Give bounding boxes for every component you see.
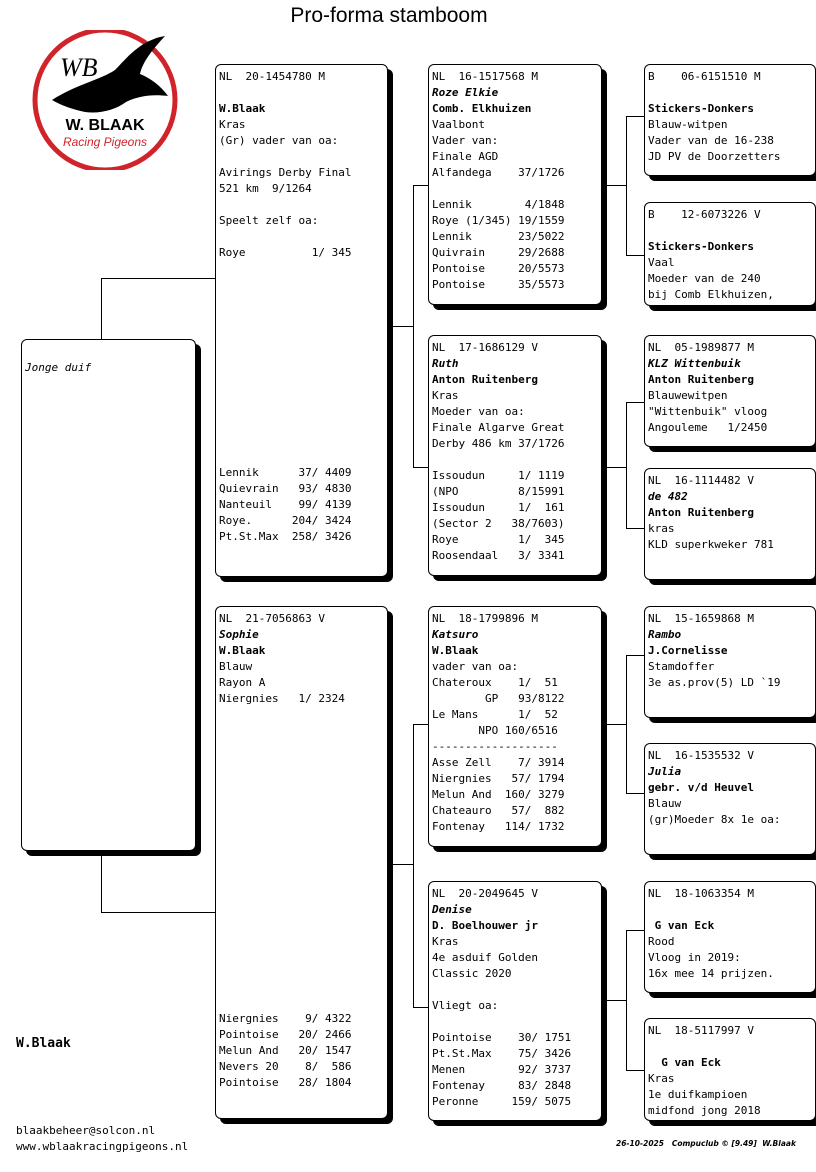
pigeon-name: Julia: [648, 765, 682, 778]
info-line: GP 93/8122: [432, 692, 565, 705]
info-line: Pointoise 30/ 1751: [432, 1031, 572, 1044]
pigeon-name: de 482: [648, 490, 688, 503]
ring-number: NL 18-1799896 M: [432, 612, 538, 625]
info-line: Chateroux 1/ 51: [432, 676, 558, 689]
ring-number: NL 17-1686129 V: [432, 341, 538, 354]
ring-number: NL 18-5117997 V: [648, 1024, 754, 1037]
pigeon-name: Sophie: [219, 628, 259, 641]
result-line: Lennik 37/ 4409: [219, 466, 352, 479]
info-line: Quivrain 29/2688: [432, 246, 565, 259]
ring-number: NL 16-1535532 V: [648, 749, 754, 762]
breeder-name: Anton Ruitenberg: [432, 373, 538, 386]
info-line: Vaal: [648, 256, 675, 269]
info-line: Kras: [219, 118, 246, 131]
logo: [30, 30, 180, 170]
info-line: Classic 2020: [432, 967, 512, 980]
grandparent-card: [428, 606, 602, 847]
grandparent-card: [428, 881, 602, 1121]
info-line: (NPO 8/15991: [432, 485, 565, 498]
info-line: Rayon A: [219, 676, 266, 689]
info-line: Kras: [432, 389, 459, 402]
info-line: 4e asduif Golden: [432, 951, 538, 964]
info-line: Blauwewitpen: [648, 389, 728, 402]
info-line: Chateauro 57/ 882: [432, 804, 565, 817]
info-line: Pt.St.Max 75/ 3426: [432, 1047, 572, 1060]
info-line: Stamdoffer: [648, 660, 715, 673]
result-line: Nevers 20 8/ 586: [219, 1060, 352, 1073]
print-footer: [616, 1139, 796, 1148]
info-line: 521 km 9/1264: [219, 182, 312, 195]
breeder-name: gebr. v/d Heuvel: [648, 781, 754, 794]
info-line: Angouleme 1/2450: [648, 421, 768, 434]
great-grandparent-card: [644, 881, 816, 993]
email-link[interactable]: blaakbeheer@solcon.nl: [16, 1124, 156, 1137]
info-line: Vloog in 2019:: [648, 951, 741, 964]
info-line: Moeder van de 240: [648, 272, 761, 285]
info-line: Blauw: [648, 797, 682, 810]
ring-number: NL 16-1114482 V: [648, 474, 754, 487]
parent-card-dam: [215, 606, 388, 1119]
info-line: Menen 92/ 3737: [432, 1063, 572, 1076]
logo-tagline: Racing Pigeons: [62, 135, 148, 149]
breeder-name: Stickers-Donkers: [648, 102, 754, 115]
info-line: 1e duifkampioen: [648, 1088, 748, 1101]
info-line: Peronne 159/ 5075: [432, 1095, 572, 1108]
info-line: Pontoise 20/5573: [432, 262, 565, 275]
pigeon-name: Katsuro: [432, 628, 479, 641]
info-line: JD PV de Doorzetters: [648, 150, 781, 163]
info-line: Speelt zelf oa:: [219, 214, 319, 227]
info-line: KLD superkweker 781: [648, 538, 774, 551]
ring-number: B 12-6073226 V: [648, 208, 761, 221]
ring-number: NL 16-1517568 M: [432, 70, 538, 83]
info-line: Roye 1/ 345: [219, 246, 352, 259]
pigeon-name: KLZ Wittenbuik: [648, 357, 741, 370]
parent-card-sire: [215, 64, 388, 577]
info-line: Alfandega 37/1726: [432, 166, 565, 179]
result-line: Nanteuil 99/ 4139: [219, 498, 352, 511]
info-line: Asse Zell 7/ 3914: [432, 756, 565, 769]
website-link[interactable]: www.wblaakracingpigeons.nl: [16, 1140, 189, 1153]
result-line: Quievrain 93/ 4830: [219, 482, 352, 495]
ring-number: B 06-6151510 M: [648, 70, 761, 83]
info-line: Roye (1/345) 19/1559: [432, 214, 565, 227]
info-line: Le Mans 1/ 52: [432, 708, 558, 721]
info-line: (Sector 2 38/7603): [432, 517, 565, 530]
info-line: kras: [648, 522, 675, 535]
contact-block: [16, 1123, 188, 1155]
great-grandparent-card: [644, 468, 816, 580]
info-line: Issoudun 1/ 161: [432, 501, 565, 514]
great-grandparent-card: [644, 335, 816, 447]
great-grandparent-card: [644, 64, 816, 176]
page-title: Pro-forma stamboom: [290, 4, 488, 27]
ring-number: NL 15-1659868 M: [648, 612, 754, 625]
info-line: Pontoise 35/5573: [432, 278, 565, 291]
info-line: "Wittenbuik" vloog: [648, 405, 768, 418]
result-line: Melun And 20/ 1547: [219, 1044, 352, 1057]
great-grandparent-card: [644, 606, 816, 718]
result-line: Pt.St.Max 258/ 3426: [219, 530, 352, 543]
print-date: 26-10-2025: [616, 1139, 664, 1148]
info-line: Avirings Derby Final: [219, 166, 352, 179]
breeder-name: Stickers-Donkers: [648, 240, 754, 253]
owner-name: W.Blaak: [16, 1036, 71, 1051]
info-line: Roye 1/ 345: [432, 533, 565, 546]
info-line: Fontenay 114/ 1732: [432, 820, 565, 833]
breeder-name: W.Blaak: [219, 644, 266, 657]
pigeon-name: Roze Elkie: [432, 86, 499, 99]
ring-number: NL 18-1063354 M: [648, 887, 754, 900]
result-line: Pointoise 20/ 2466: [219, 1028, 352, 1041]
info-line: Moeder van oa:: [432, 405, 525, 418]
great-grandparent-card: [644, 202, 816, 306]
breeder-name: J.Cornelisse: [648, 644, 728, 657]
info-line: Vader van de 16-238: [648, 134, 774, 147]
info-line: -------------------: [432, 740, 558, 753]
info-line: bij Comb Elkhuizen,: [648, 288, 774, 301]
breeder-name: G van Eck: [648, 1056, 721, 1069]
pigeon-name: Denise: [432, 903, 472, 916]
info-line: Blauw: [219, 660, 253, 673]
breeder-name: Anton Ruitenberg: [648, 373, 754, 386]
subject-card: [21, 339, 196, 851]
info-line: Finale Algarve Great: [432, 421, 565, 434]
info-line: vader van oa:: [432, 660, 519, 673]
info-line: Fontenay 83/ 2848: [432, 1079, 572, 1092]
ring-number: NL 20-2049645 V: [432, 887, 538, 900]
info-line: Lennik 4/1848: [432, 198, 565, 211]
software-credit: Compuclub © [9.49]: [671, 1139, 757, 1148]
info-line: Roosendaal 3/ 3341: [432, 549, 565, 562]
result-line: Pointoise 28/ 1804: [219, 1076, 352, 1089]
info-line: Vader van:: [432, 134, 499, 147]
result-line: Roye. 204/ 3424: [219, 514, 352, 527]
ring-number: NL 05-1989877 M: [648, 341, 754, 354]
info-line: Blauw-witpen: [648, 118, 728, 131]
logo-name: W. BLAAK: [65, 117, 145, 134]
pigeon-name: Rambo: [648, 628, 682, 641]
info-line: Derby 486 km 37/1726: [432, 437, 565, 450]
info-line: Rood: [648, 935, 675, 948]
info-line: 16x mee 14 prijzen.: [648, 967, 774, 980]
breeder-name: Comb. Elkhuizen: [432, 102, 532, 115]
info-line: Niergnies 57/ 1794: [432, 772, 565, 785]
info-line: Issoudun 1/ 1119: [432, 469, 565, 482]
logo-monogram: WB: [60, 53, 98, 82]
pigeon-name: Ruth: [432, 357, 459, 370]
info-line: Kras: [648, 1072, 675, 1085]
info-line: Vaalbont: [432, 118, 485, 131]
info-line: 3e as.prov(5) LD `19: [648, 676, 781, 689]
info-line: Vliegt oa:: [432, 999, 499, 1012]
breeder-name: G van Eck: [648, 919, 715, 932]
info-line: Melun And 160/ 3279: [432, 788, 565, 801]
subject-label: Jonge duif: [25, 361, 92, 374]
info-line: Lennik 23/5022: [432, 230, 565, 243]
info-line: midfond jong 2018: [648, 1104, 761, 1117]
grandparent-card: [428, 64, 602, 305]
info-line: NPO 160/6516: [432, 724, 558, 737]
breeder-name: W.Blaak: [432, 644, 479, 657]
footer-user: W.Blaak: [762, 1139, 796, 1148]
info-line: Kras: [432, 935, 459, 948]
info-line: (Gr) vader van oa:: [219, 134, 339, 147]
info-line: Finale AGD: [432, 150, 499, 163]
info-line: (gr)Moeder 8x 1e oa:: [648, 813, 781, 826]
result-line: Niergnies 9/ 4322: [219, 1012, 352, 1025]
great-grandparent-card: [644, 743, 816, 855]
grandparent-card: [428, 335, 602, 576]
info-line: Niergnies 1/ 2324: [219, 692, 345, 705]
great-grandparent-card: [644, 1018, 816, 1121]
ring-number: NL 21-7056863 V: [219, 612, 325, 625]
breeder-name: D. Boelhouwer jr: [432, 919, 538, 932]
ring-number: NL 20-1454780 M: [219, 70, 325, 83]
breeder-name: W.Blaak: [219, 102, 266, 115]
breeder-name: Anton Ruitenberg: [648, 506, 754, 519]
